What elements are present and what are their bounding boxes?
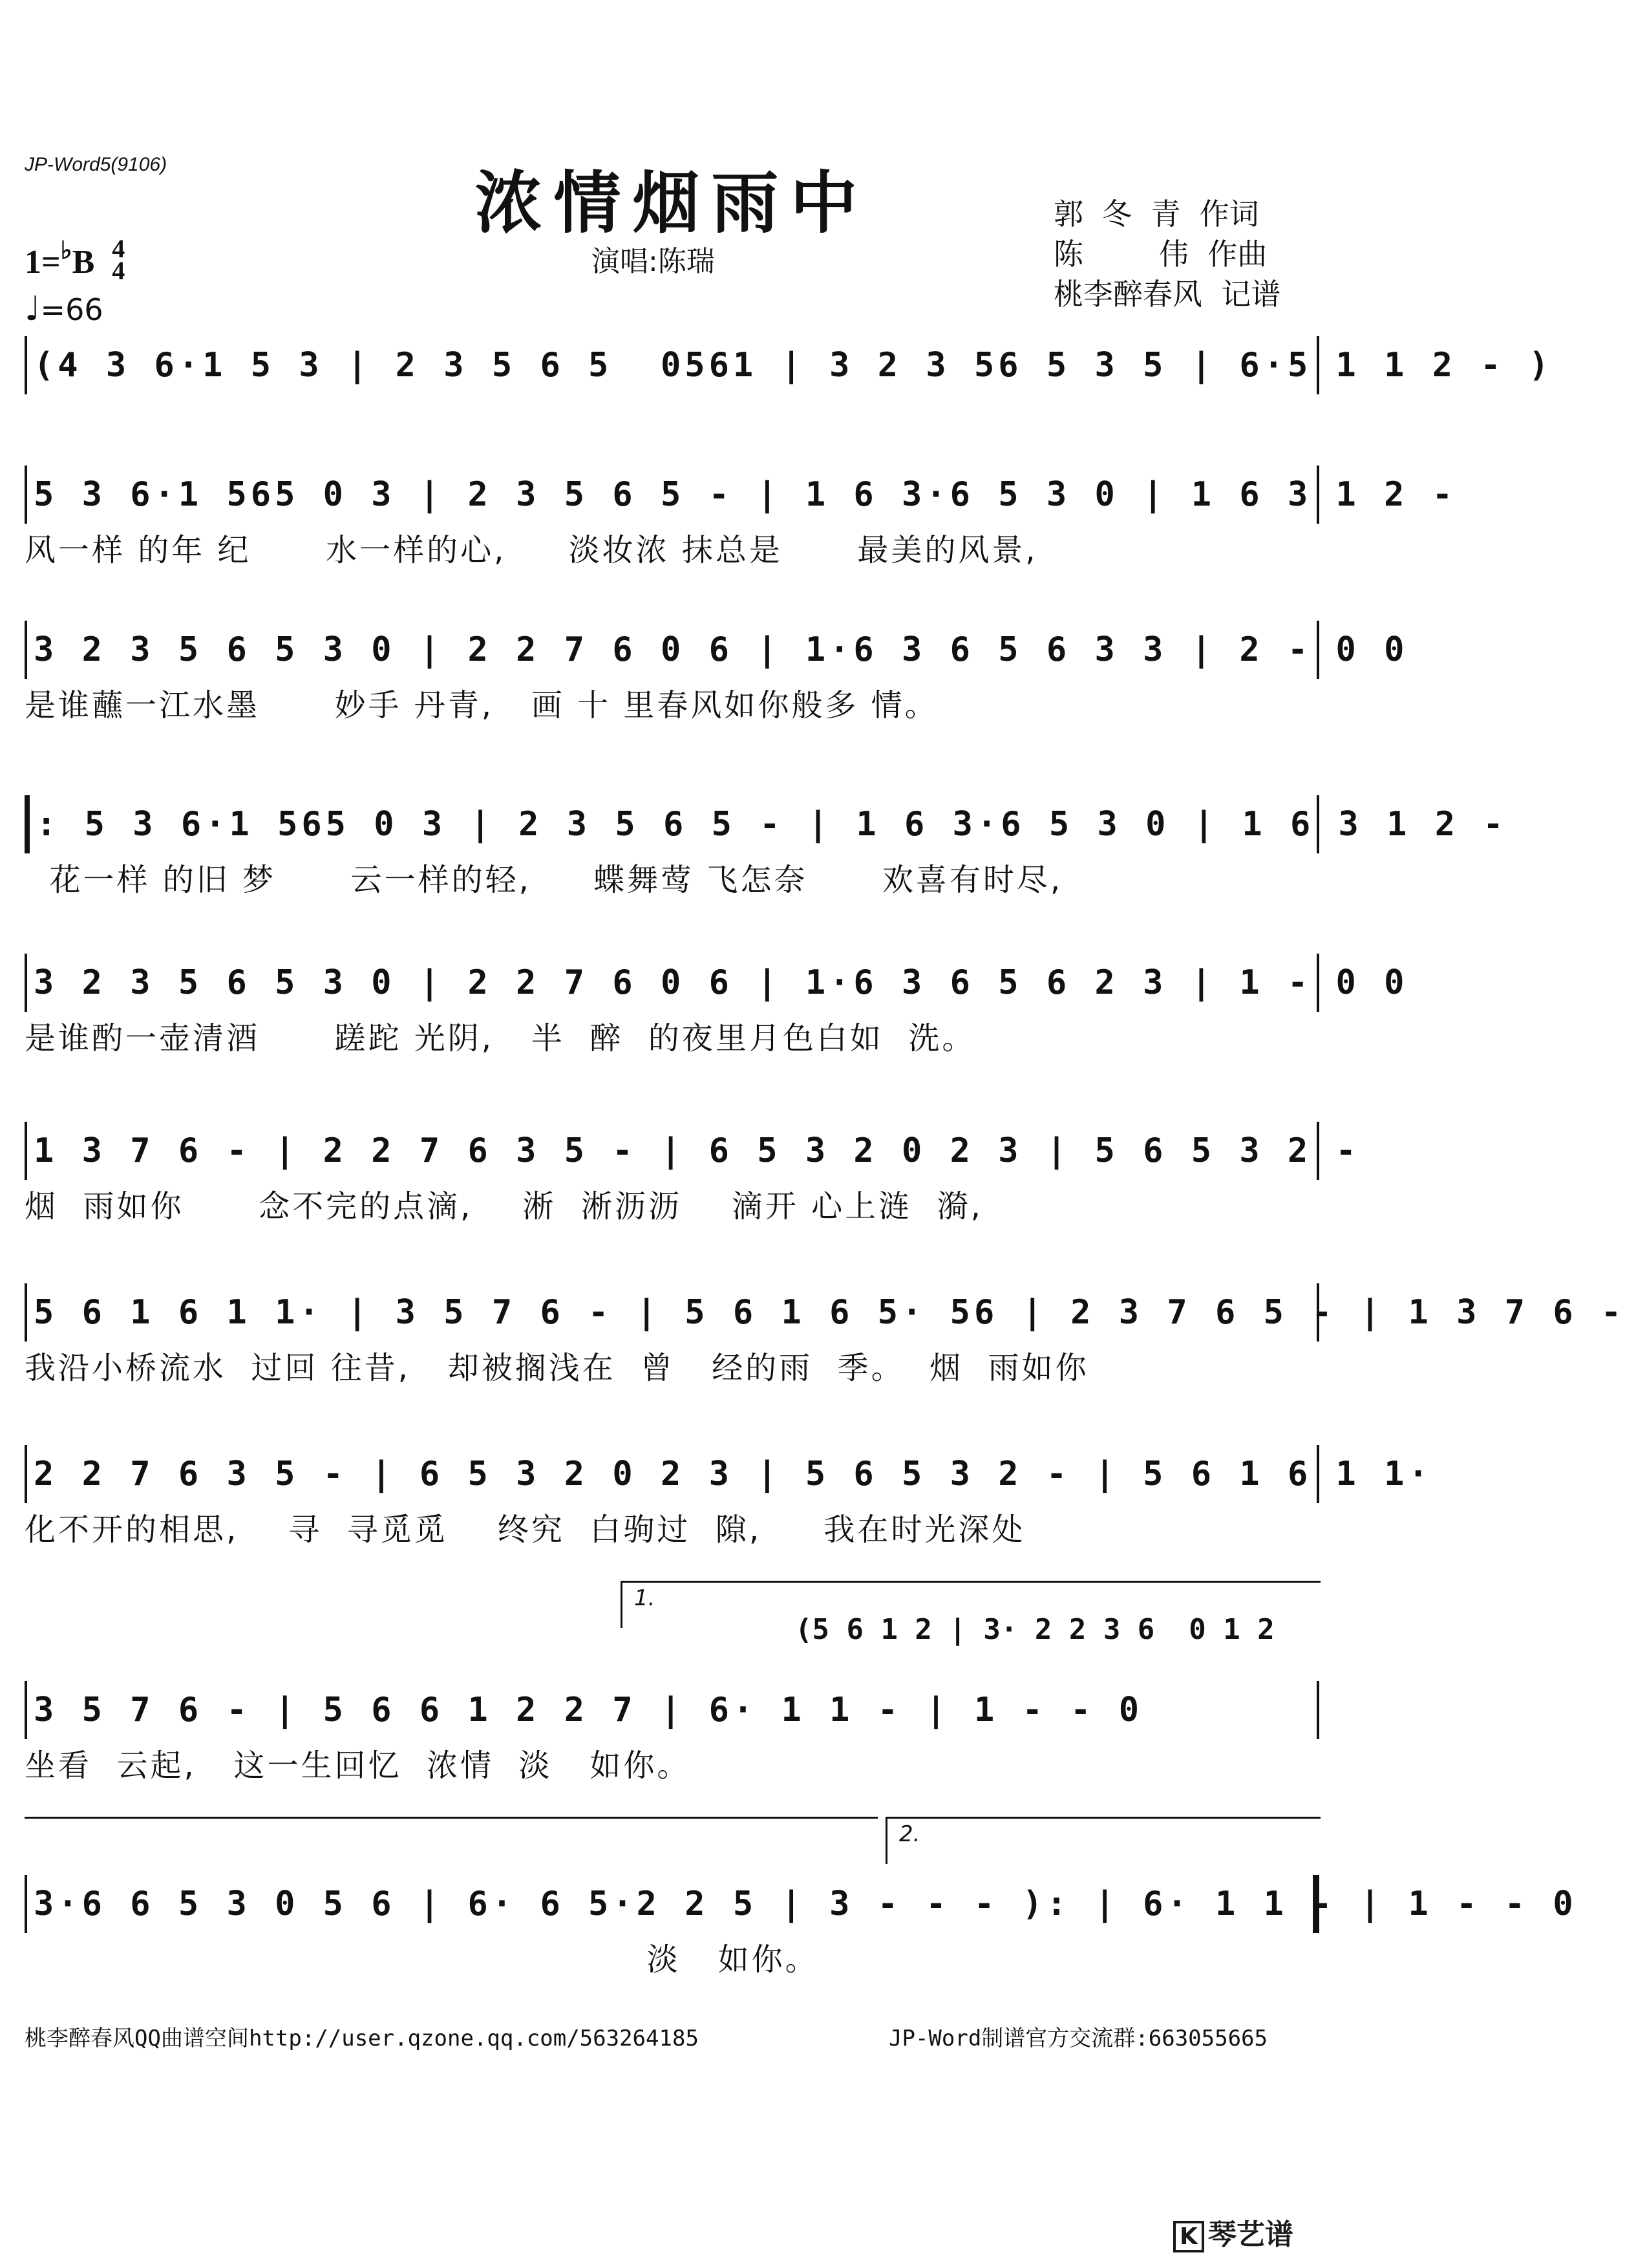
- key-note: B: [72, 244, 95, 281]
- lyrics-row: 我沿小桥流水 过回 往昔, 却被搁浅在 曾 经的雨 季。 烟 雨如你: [25, 1350, 1089, 1386]
- time-bottom: 4: [112, 256, 125, 285]
- lyrics-row: 烟 雨如你 念不完的点滴, 淅 淅沥沥 滴开 心上涟 漪,: [25, 1188, 983, 1225]
- notes-row: 3·6 6 5 3 0 5 6 | 6· 6 5·2 2 5 | 3 - - - ): | 6· 1 1 - | 1 - - 0: [25, 1875, 1319, 1933]
- key-prefix: 1=: [25, 244, 61, 281]
- footer-group-info: JP-Word制谱官方交流群:663055665: [889, 2026, 1268, 2051]
- lyrics-row: 坐看 云起, 这一生回忆 浓情 淡 如你。: [25, 1748, 691, 1784]
- time-signature: [112, 234, 125, 285]
- logo-text: 琴艺谱: [1207, 2218, 1293, 2251]
- interlude-notes: (5 6 1 2 | 3· 2 2 3 6 0 1 2: [795, 1613, 1275, 1646]
- notes-row: 3 2 3 5 6 5 3 0 | 2 2 7 6 0 6 | 1·6 3 6 5 6 3 3 | 2 - 0 0: [25, 621, 1319, 679]
- logo-mark: K: [1173, 2221, 1204, 2252]
- notes-row: 3 2 3 5 6 5 3 0 | 2 2 7 6 0 6 | 1·6 3 6 5 6 2 3 | 1 - 0 0: [25, 954, 1319, 1012]
- composer-credit: 陈 伟 作曲: [1054, 237, 1268, 272]
- second-ending-label: 2.: [899, 1821, 920, 1847]
- software-label: JP-Word5(9106): [25, 154, 167, 175]
- notes-row: : 5 3 6·1 565 0 3 | 2 3 5 6 5 - | 1 6 3·6 5 3 0 | 1 6 3 1 2 -: [25, 795, 1319, 853]
- footer-source-link[interactable]: 桃李醉春风QQ曲谱空间http://user.qzone.qq.com/563264185: [25, 2026, 699, 2051]
- lyrics-row: 淡 如你。: [25, 1942, 819, 1978]
- credits: [1054, 194, 1325, 314]
- key-signature: [25, 234, 125, 285]
- lyrics-row: 花一样 的旧 梦 云一样的轻, 蝶舞莺 飞怎奈 欢喜有时尽,: [25, 862, 1063, 898]
- transcriber-credit: 桃李醉春风 记谱: [1054, 277, 1281, 312]
- first-ending-label: 1.: [634, 1585, 655, 1611]
- tempo-marking: [25, 290, 103, 328]
- lyricist-credit: 郭 冬 青 作词: [1054, 197, 1259, 231]
- flat-sign: ♭: [60, 237, 72, 264]
- lyrics-row: 是谁蘸一江水墨 妙手 丹青, 画 十 里春风如你般多 情。: [25, 687, 939, 723]
- time-top: 4: [112, 234, 125, 263]
- notes-row: 2 2 7 6 3 5 - | 6 5 3 2 0 2 3 | 5 6 5 3 2 - | 5 6 1 6 1 1·: [25, 1445, 1319, 1503]
- song-title: 浓情烟雨中: [474, 164, 869, 242]
- site-logo: [1173, 2211, 1293, 2252]
- singer-credit: 演唱:陈瑞: [591, 245, 715, 278]
- notes-row: (4 3 6·1 5 3 | 2 3 5 6 5 0561 | 3 2 3 56 5 3 5 | 6·5 1 1 2 - ): [25, 336, 1319, 394]
- notes-row: 1 3 7 6 - | 2 2 7 6 3 5 - | 6 5 3 2 0 2 3 | 5 6 5 3 2 -: [25, 1122, 1319, 1180]
- quarter-note-icon: ♩: [25, 290, 41, 328]
- tempo-value: =66: [40, 292, 103, 327]
- second-ending-bracket: [886, 1817, 1321, 1864]
- notes-row: 5 3 6·1 565 0 3 | 2 3 5 6 5 - | 1 6 3·6 5 3 0 | 1 6 3 1 2 -: [25, 465, 1319, 524]
- lyrics-row: 化不开的相思, 寻 寻觅觅 终究 白驹过 隙, 我在时光深处: [25, 1512, 1026, 1548]
- lyrics-row: 风一样 的年 纪 水一样的心, 淡妆浓 抹总是 最美的风景,: [25, 532, 1038, 568]
- notes-row: 3 5 7 6 - | 5 6 6 1 2 2 7 | 6· 1 1 - | 1 - - 0: [25, 1681, 1319, 1739]
- notes-row: 5 6 1 6 1 1· | 3 5 7 6 - | 5 6 1 6 5· 56 | 2 3 7 6 5 - | 1 3 7 6 -: [25, 1283, 1319, 1342]
- lyrics-row: 是谁酌一壶清酒 蹉跎 光阴, 半 醉 的夜里月色白如 洗。: [25, 1020, 976, 1056]
- interlude-bracket: [25, 1817, 878, 1819]
